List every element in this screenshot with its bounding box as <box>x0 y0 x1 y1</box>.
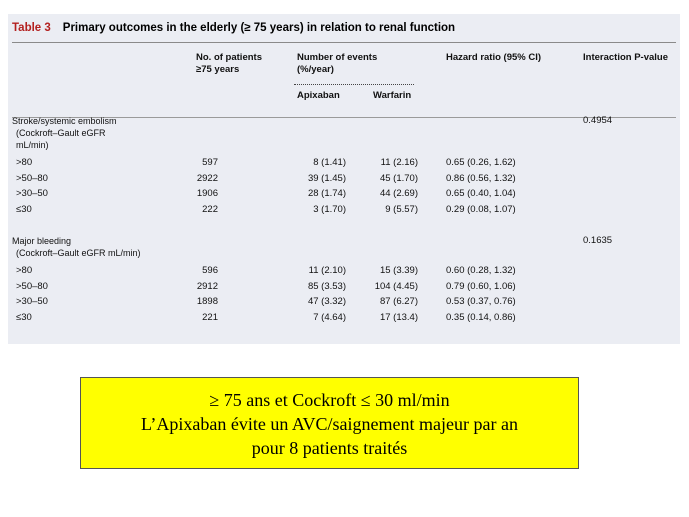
header-hazard-ratio: Hazard ratio (95% CI) <box>446 52 542 63</box>
cell-apixaban-events: 47 (3.32) <box>307 296 346 308</box>
cell-apixaban-events: 85 (3.53) <box>307 280 346 292</box>
cell-warfarin-events: 87 (6.27) <box>379 296 418 308</box>
cell-renal-group: ≤30 <box>16 311 32 323</box>
cell-patients: 1906 <box>196 188 218 200</box>
cell-hazard-ratio: 0.65 (0.26, 1.62) <box>446 157 516 168</box>
cell-renal-group: >50–80 <box>16 172 48 184</box>
cell-hazard-ratio: 0.79 (0.60, 1.06) <box>446 280 516 292</box>
cell-renal-group: >50–80 <box>16 280 48 292</box>
table-number: Table 3 <box>12 22 51 34</box>
header-patients-line1: No. of patients <box>196 52 262 63</box>
cell-patients: 1898 <box>196 296 218 308</box>
cell-warfarin-events: 17 (13.4) <box>379 311 418 323</box>
cell-hazard-ratio: 0.86 (0.56, 1.32) <box>446 172 516 184</box>
cell-warfarin-events: 9 (5.57) <box>385 203 418 215</box>
header-warfarin: Warfarin <box>373 90 412 101</box>
cell-apixaban-events: 28 (1.74) <box>307 188 346 200</box>
cell-patients: 222 <box>202 203 218 215</box>
cell-hazard-ratio: 0.65 (0.40, 1.04) <box>446 188 516 200</box>
section-label-line: (Cockroft–Gault eGFR <box>16 128 106 138</box>
outcomes-table <box>8 14 680 344</box>
section-label-line: Stroke/systemic embolism <box>12 116 117 126</box>
cell-hazard-ratio: 0.60 (0.28, 1.32) <box>446 265 516 276</box>
table-title <box>12 22 455 34</box>
cell-patients: 597 <box>202 157 218 168</box>
interaction-p-value: 0.4954 <box>583 115 613 126</box>
cell-apixaban-events: 39 (1.45) <box>307 172 346 184</box>
cell-warfarin-events: 44 (2.69) <box>379 188 418 200</box>
cell-warfarin-events: 15 (3.39) <box>379 265 418 276</box>
table-caption: Primary outcomes in the elderly (≥ 75 years) in relation to renal function <box>62 22 456 34</box>
callout-line-1: ≥ 75 ans et Cockroft ≤ 30 ml/min <box>209 390 450 410</box>
header-interaction: Interaction P-value <box>583 52 668 63</box>
callout-line-3: pour 8 patients traités <box>251 438 408 458</box>
header-apixaban: Apixaban <box>297 90 340 101</box>
cell-warfarin-events: 104 (4.45) <box>374 280 418 292</box>
table-top-rule <box>12 42 676 43</box>
cell-apixaban-events: 8 (1.41) <box>313 157 346 168</box>
cell-hazard-ratio: 0.53 (0.37, 0.76) <box>446 296 516 308</box>
header-events-line1: Number of events <box>297 52 378 63</box>
header-events-divider <box>294 84 414 85</box>
cell-apixaban-events: 7 (4.64) <box>313 311 346 323</box>
header-patients-line2: ≥75 years <box>196 64 240 75</box>
summary-callout <box>80 377 579 469</box>
cell-patients: 2912 <box>196 280 218 292</box>
cell-patients: 221 <box>202 311 218 323</box>
cell-renal-group: >30–50 <box>16 188 48 200</box>
header-events-line2: (%/year) <box>297 64 334 75</box>
header-events <box>297 52 377 76</box>
section-label-line: Major bleeding <box>12 236 72 246</box>
cell-warfarin-events: 11 (2.16) <box>380 157 418 168</box>
section-label-line: (Cockroft–Gault eGFR mL/min) <box>16 248 141 258</box>
cell-apixaban-events: 3 (1.70) <box>313 203 346 215</box>
cell-renal-group: ≤30 <box>16 203 32 215</box>
callout-line-2: L’Apixaban évite un AVC/saignement majeur par an <box>141 414 518 434</box>
cell-renal-group: >80 <box>16 157 33 168</box>
cell-patients: 596 <box>202 265 218 276</box>
cell-warfarin-events: 45 (1.70) <box>379 172 418 184</box>
header-patients <box>196 52 262 76</box>
cell-apixaban-events: 11 (2.10) <box>308 265 346 276</box>
cell-renal-group: >80 <box>16 265 33 276</box>
cell-hazard-ratio: 0.35 (0.14, 0.86) <box>446 311 516 323</box>
cell-renal-group: >30–50 <box>16 296 48 308</box>
section-label-line: mL/min) <box>16 140 49 150</box>
cell-hazard-ratio: 0.29 (0.08, 1.07) <box>446 203 516 215</box>
interaction-p-value: 0.1635 <box>583 235 613 246</box>
cell-patients: 2922 <box>196 172 218 184</box>
